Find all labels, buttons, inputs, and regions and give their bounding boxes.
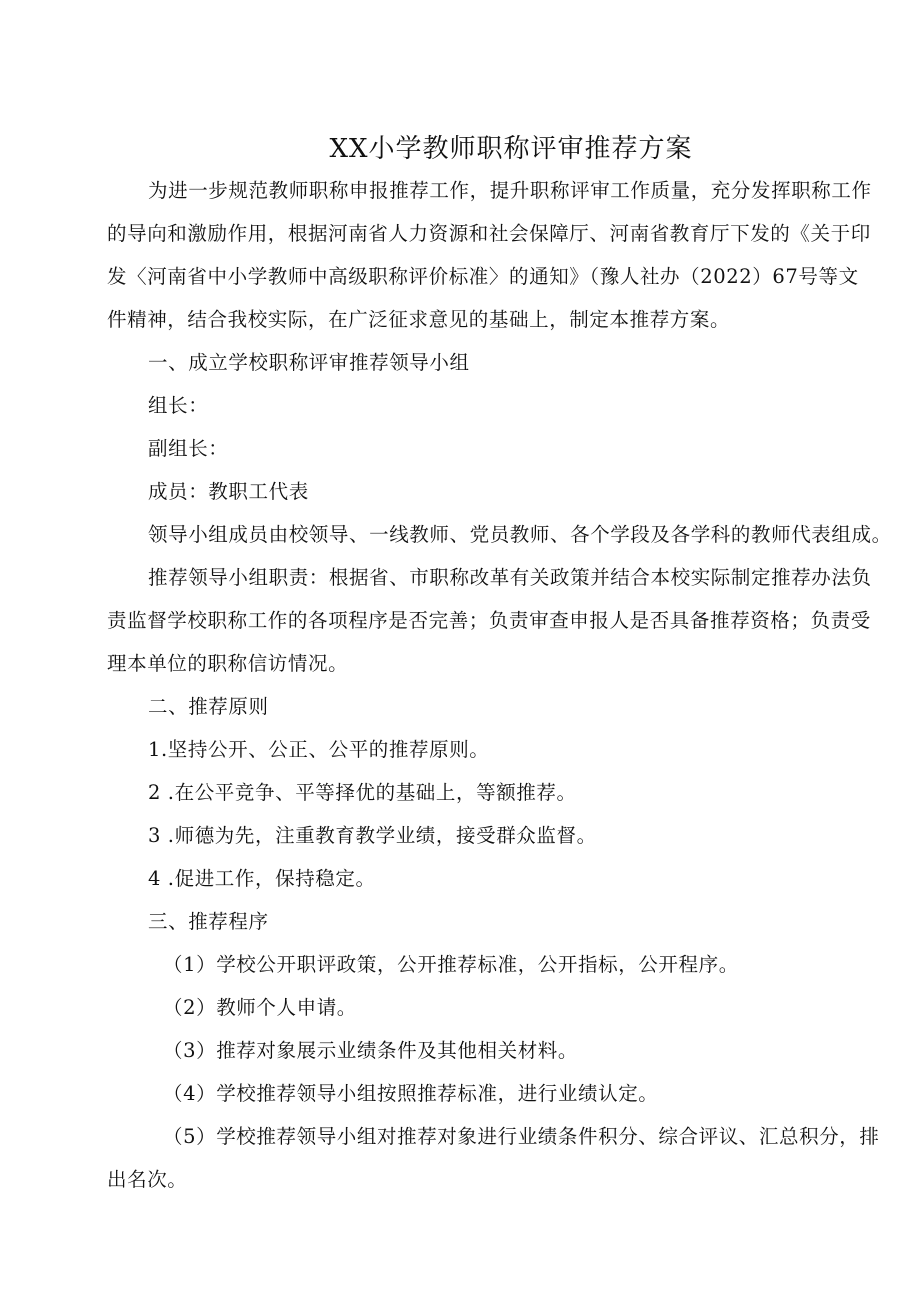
leader-line: 组长： <box>148 394 209 417</box>
duties-line-1: 推荐领导小组职责：根据省、市职称改革有关政策并结合本校实际制定推荐办法负 <box>148 566 872 589</box>
section-heading-2: 二、推荐原则 <box>148 695 269 718</box>
paragraph-intro-line-4: 件精神，结合我校实际，在广泛征求意见的基础上，制定本推荐方案。 <box>107 308 731 331</box>
members-line: 成员：教职工代表 <box>148 480 309 503</box>
principle-item-2: 2 .在公平竞争、平等择优的基础上，等额推荐。 <box>148 781 577 804</box>
deputy-leader-line: 副组长： <box>148 437 229 460</box>
document-title: XX小学教师职称评审推荐方案 <box>329 134 693 164</box>
procedure-item-1: （1）学校公开职评政策，公开推荐标准，公开指标，公开程序。 <box>163 953 739 976</box>
duties-line-3: 理本单位的职称信访情况。 <box>107 652 349 675</box>
paragraph-intro-line-1: 为进一步规范教师职称申报推荐工作，提升职称评审工作质量，充分发挥职称工作 <box>148 179 872 202</box>
principle-item-4: 4 .促进工作，保持稳定。 <box>148 867 376 890</box>
paragraph-intro-line-3: 发〈河南省中小学教师中高级职称评价标准〉的通知》（豫人社办（2022）67号等文 <box>107 265 859 288</box>
procedure-item-3: （3）推荐对象展示业绩条件及其他相关材料。 <box>163 1039 579 1062</box>
procedure-item-5-line-1: （5）学校推荐领导小组对推荐对象进行业绩条件积分、综合评议、汇总积分，排 <box>163 1125 880 1148</box>
section-heading-1: 一、成立学校职称评审推荐领导小组 <box>148 351 470 374</box>
procedure-item-5-line-2: 出名次。 <box>107 1168 188 1191</box>
duties-line-2: 责监督学校职称工作的各项程序是否完善；负责审查申报人是否具备推荐资格；负责受 <box>107 609 871 632</box>
group-composition-line: 领导小组成员由校领导、一线教师、党员教师、各个学段及各学科的教师代表组成。 <box>148 523 892 546</box>
procedure-item-4: （4）学校推荐领导小组按照推荐标准，进行业绩认定。 <box>163 1082 659 1105</box>
section-heading-3: 三、推荐程序 <box>148 910 269 933</box>
procedure-item-2: （2）教师个人申请。 <box>163 996 357 1019</box>
principle-item-3: 3 .师德为先，注重教育教学业绩，接受群众监督。 <box>148 824 597 847</box>
principle-item-1: 1.坚持公开、公正、公平的推荐原则。 <box>148 738 490 761</box>
paragraph-intro-line-2: 的导向和激励作用，根据河南省人力资源和社会保障厅、河南省教育厅下发的《关于印 <box>107 222 871 245</box>
